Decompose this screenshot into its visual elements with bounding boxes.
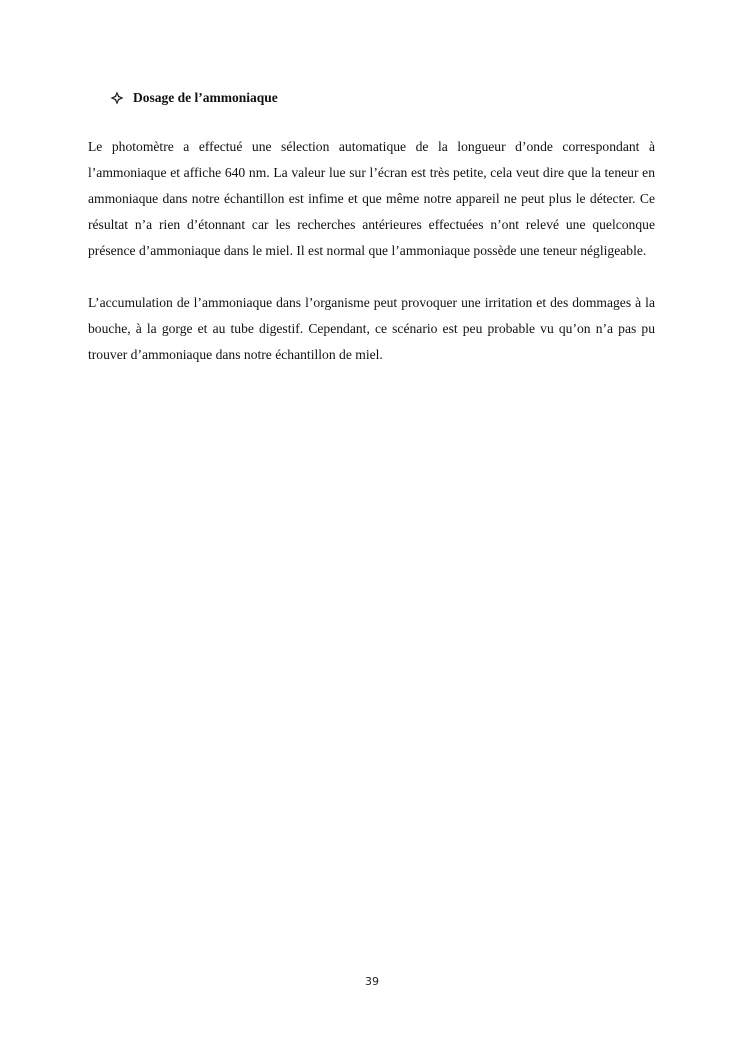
page-content [88, 86, 655, 394]
paragraph-photometer-result: Le photomètre a effectué une sélection automatique de la longueur d’onde correspondant à l’ammoniaque et affiche 640 nm. La valeur lue sur l’écran est très petite, cela veut dire que la teneur en ammoniaque dans notre échantillon est infime et que même notre appareil ne peut plus le détecter. Ce résultat n’a rien d’étonnant car les recherches antérieures effectuées n’ont relevé une quelconque présence d’ammoniaque dans le miel. Il est normal que l’ammoniaque possède une teneur négligeable. [88, 139, 655, 258]
section-heading: Dosage de l’ammoniaque [133, 90, 278, 105]
paragraph-ammonia-effects: L’accumulation de l’ammoniaque dans l’organisme peut provoquer une irritation et des dommages à la bouche, à la gorge et au tube digestif. Cependant, ce scénario est peu probable vu qu’on n’a pas pu trouver d’ammoniaque dans notre échantillon de miel. [88, 295, 655, 362]
page-number: 39 [365, 975, 379, 988]
diamond-bullet-icon [110, 91, 124, 105]
section-heading-row [110, 86, 655, 110]
